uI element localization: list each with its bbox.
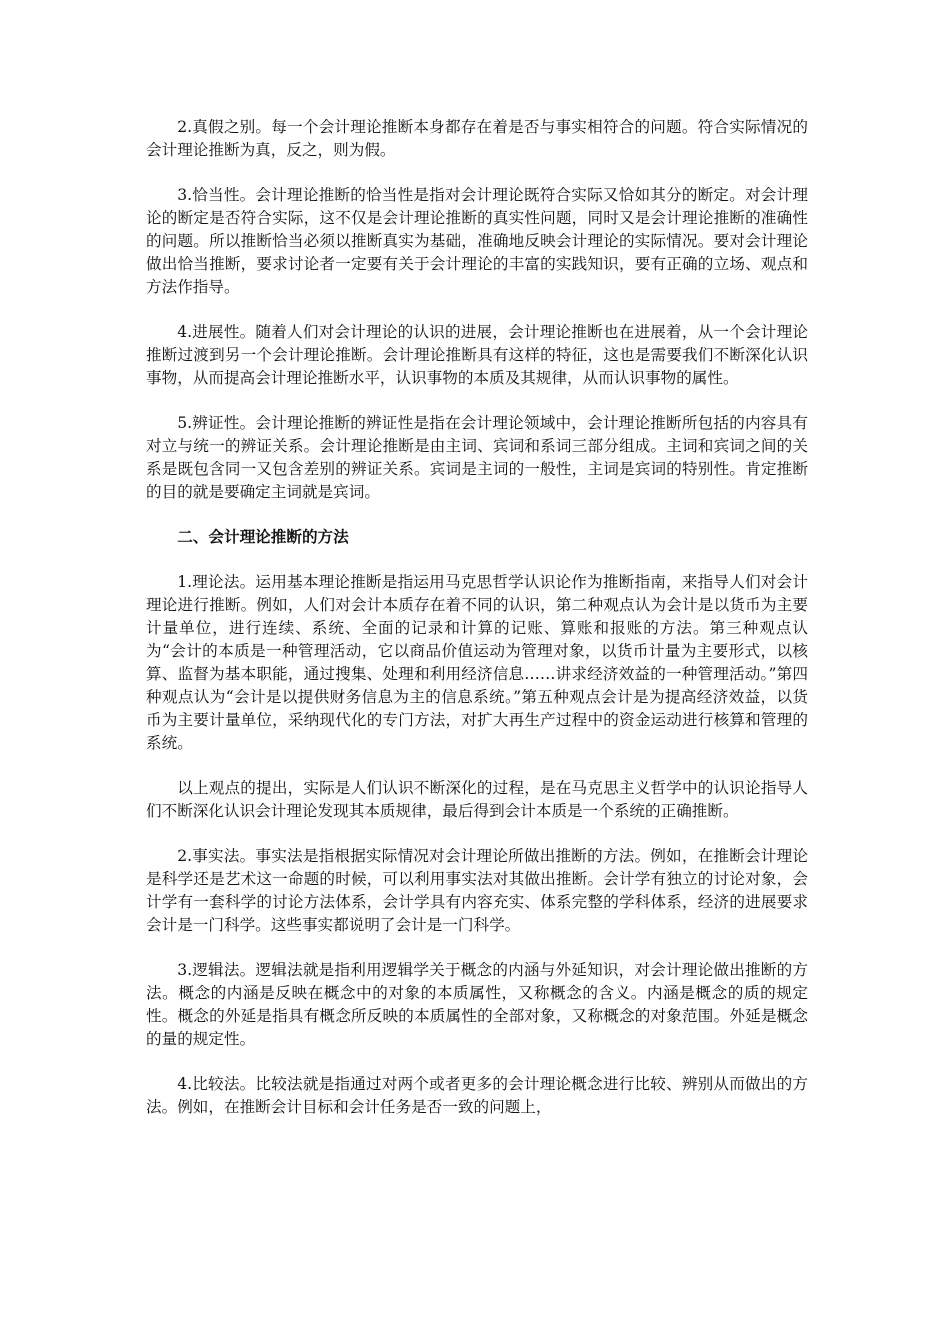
- paragraph-comparison-method: 4.比较法。比较法就是指通过对两个或者更多的会计理论概念进行比较、辨别从而做出的方法。例如，在推断会计目标和会计任务是否一致的问题上，: [146, 1075, 808, 1116]
- section-heading: 二、会计理论推断的方法: [177, 528, 349, 546]
- paragraph-theory-method: 1.理论法。运用基本理论推断是指运用马克思哲学认识论作为推断指南，来指导人们对会计理论进行推断。例如，人们对会计本质存在着不同的认识，第二种观点认为会计是以货币为主要计量单位，进行连续、系统、全面的记录和计算的记账、算账和报账的方法。第三种观点认为“会计的本质是一种管理活动，它以商品价值运动为管理对象，以货币计量为主要形式，以核算、监督为基本职能，通过搜集、处理和利用经济信息……讲求经济效益的一种管理活动。”第四种观点认为“会计是以提供财务信息为主的信息系统。”第五种观点会计是为提高经济效益，以货币为主要计量单位，采纳现代化的专门方法，对扩大再生产过程中的资金运动进行核算和管理的系统。: [146, 573, 808, 752]
- paragraph-dialectics: 5.辨证性。会计理论推断的辨证性是指在会计理论领域中，会计理论推断所包括的内容具有对立与统一的辨证关系。会计理论推断是由主词、宾词和系词三部分组成。主词和宾词之间的关系是既包含同一又包含差别的辨证关系。宾词是主词的一般性，主词是宾词的特别性。肯定推断的目的就是要确定主词就是宾词。: [146, 414, 808, 501]
- paragraph-appropriateness: 3.恰当性。会计理论推断的恰当性是指对会计理论既符合实际又恰如其分的断定。对会计理论的断定是否符合实际，这不仅是会计理论推断的真实性问题，同时又是会计理论推断的准确性的问题。所以推断恰当必须以推断真实为基础，准确地反映会计理论的实际情况。要对会计理论做出恰当推断，要求讨论者一定要有关于会计理论的丰富的实践知识，要有正确的立场、观点和方法作指导。: [146, 186, 808, 296]
- paragraph-truth-falsity: 2.真假之别。每一个会计理论推断本身都存在着是否与事实相符合的问题。符合实际情况的会计理论推断为真，反之，则为假。: [146, 118, 808, 159]
- paragraph-progressiveness: 4.进展性。随着人们对会计理论的认识的进展，会计理论推断也在进展着，从一个会计理论推断过渡到另一个会计理论推断。会计理论推断具有这样的特征，这也是需要我们不断深化认识事物，从而提高会计理论推断水平，认识事物的本质及其规律，从而认识事物的属性。: [146, 323, 808, 387]
- document-page: [146, 116, 808, 1141]
- paragraph-logic-method: 3.逻辑法。逻辑法就是指利用逻辑学关于概念的内涵与外延知识，对会计理论做出推断的方法。概念的内涵是反映在概念中的对象的本质属性，又称概念的含义。内涵是概念的质的规定性。概念的外延是指具有概念所反映的本质属性的全部对象，又称概念的对象范围。外延是概念的量的规定性。: [146, 961, 808, 1048]
- paragraph-views-summary: 以上观点的提出，实际是人们认识不断深化的过程，是在马克思主义哲学中的认识论指导人们不断深化认识会计理论发现其本质规律，最后得到会计本质是一个系统的正确推断。: [146, 779, 808, 820]
- paragraph-fact-method: 2.事实法。事实法是指根据实际情况对会计理论所做出推断的方法。例如，在推断会计理论是科学还是艺术这一命题的时候，可以利用事实法对其做出推断。会计学有独立的讨论对象，会计学有一套科学的讨论方法体系，会计学具有内容充实、体系完整的学科体系，经济的进展要求会计是一门科学。这些事实都说明了会计是一门科学。: [146, 847, 808, 934]
